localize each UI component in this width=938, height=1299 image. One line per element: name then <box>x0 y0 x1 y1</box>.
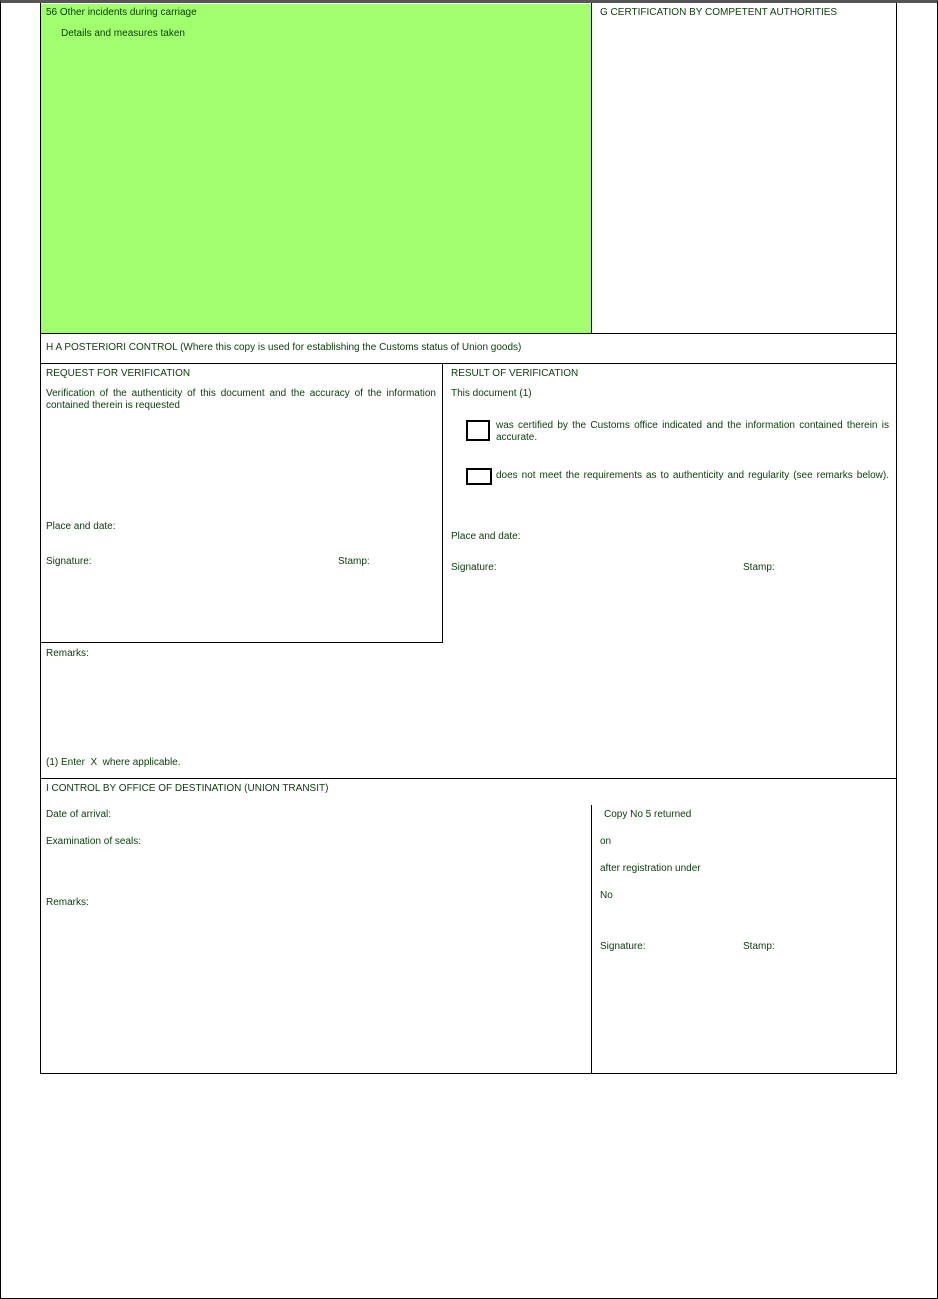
remarks-label: Remarks: <box>46 648 89 659</box>
result-option2-text: does not meet the requirements as to authenticity and regularity (see remarks below). <box>496 470 889 481</box>
result-option1-checkbox[interactable] <box>466 420 490 441</box>
no-label: No <box>600 890 613 901</box>
request-stamp-label: Stamp: <box>338 556 370 567</box>
on-label: on <box>600 836 612 847</box>
divider-i-columns <box>591 805 592 1073</box>
date-of-arrival-label: Date of arrival: <box>46 809 112 820</box>
box-h-title: H A POSTERIORI CONTROL (Where this copy is used for establishing the Customs status of Union goods) <box>46 342 522 353</box>
request-signature-label: Signature: <box>46 556 92 567</box>
box-g-title: G CERTIFICATION BY COMPETENT AUTHORITIES <box>600 7 838 18</box>
request-text: Verification of the authenticity of this document and the accuracy of the information contained therein is requested <box>46 388 436 411</box>
box-i-stamp-label: Stamp: <box>743 941 775 952</box>
divider-above-i <box>40 778 897 779</box>
divider-below-h <box>40 363 897 364</box>
examination-of-seals-label: Examination of seals: <box>46 836 142 847</box>
form-border-left <box>40 3 41 1074</box>
box-i-remarks-label: Remarks: <box>46 897 89 908</box>
result-place-date-label: Place and date: <box>451 531 521 542</box>
result-signature-label: Signature: <box>451 562 497 573</box>
divider-56-g <box>591 3 592 334</box>
after-registration-label: after registration under <box>600 863 701 874</box>
request-title: REQUEST FOR VERIFICATION <box>46 368 191 379</box>
box-56-other-incidents[interactable] <box>41 4 592 334</box>
box-i-title: I CONTROL BY OFFICE OF DESTINATION (UNION TRANSIT) <box>46 783 329 794</box>
box-56-subtitle: Details and measures taken <box>61 28 185 39</box>
form-border-bottom <box>40 1073 897 1074</box>
box-i-signature-label: Signature: <box>600 941 646 952</box>
box-56-title: 56 Other incidents during carriage <box>46 7 197 18</box>
copy-returned-label: Copy No 5 returned <box>604 809 692 820</box>
box-g-certification-area[interactable] <box>593 22 895 332</box>
footnote: (1) Enter X where applicable. <box>46 757 181 768</box>
divider-request-result <box>442 363 443 643</box>
result-option1-text: was certified by the Customs office indicated and the information contained therein is accurate. <box>496 420 889 443</box>
result-this-document: This document (1) <box>451 388 532 399</box>
request-place-date-label: Place and date: <box>46 521 116 532</box>
result-stamp-label: Stamp: <box>743 562 775 573</box>
result-option2-checkbox[interactable] <box>466 468 492 485</box>
form-border-right <box>896 3 897 1074</box>
divider-below-request <box>40 642 443 643</box>
result-title: RESULT OF VERIFICATION <box>451 368 579 379</box>
divider-above-h <box>40 333 897 334</box>
